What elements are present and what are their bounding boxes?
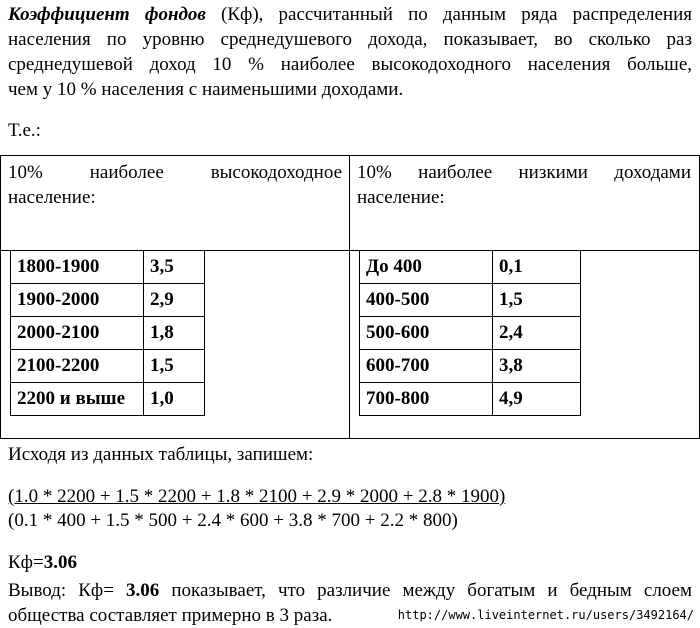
low-range-cell: 600-700 (360, 350, 493, 383)
intro-line-4: чем у 10 % населения с наименьшими доходами. (8, 79, 404, 100)
formula-numerator: (1.0 * 2200 + 1.5 * 2200 + 1.8 * 2100 + 2.9 * 2000 + 2.8 * 1900) (8, 486, 506, 507)
low-row (360, 317, 581, 350)
low-value-cell: 0,1 (493, 251, 581, 284)
low-range-cell: 700-800 (360, 383, 493, 416)
frame-top-border (0, 155, 700, 156)
high-row (11, 383, 205, 416)
watermark-url: http://www.liveinternet.ru/users/3492164/ (397, 608, 694, 622)
intro-line-3: среднедушевой доход 10 % наиболее высокодоходного населения больше, (8, 54, 692, 75)
high-value-cell: 1,8 (144, 317, 205, 350)
low-value-cell: 2,4 (493, 317, 581, 350)
from-table-text: Исходя из данных таблицы, запишем: (8, 444, 314, 465)
result-line: Кф=3.06 (8, 552, 77, 573)
term-koefficient-fondov: Коэффициент фондов (8, 4, 206, 25)
high-row (11, 350, 205, 383)
frame-center-divider (349, 155, 350, 439)
high-range-cell: 1900-2000 (11, 284, 144, 317)
low-value-cell: 3,8 (493, 350, 581, 383)
high-range-cell: 2100-2200 (11, 350, 144, 383)
high-range-cell: 1800-1900 (11, 251, 144, 284)
frame-left-border (0, 155, 1, 439)
low-row (360, 383, 581, 416)
low-row (360, 350, 581, 383)
formula-denominator: (0.1 * 400 + 1.5 * 500 + 2.4 * 600 + 3.8 * 700 + 2.2 * 800) (8, 510, 458, 531)
high-range-cell: 2200 и выше (11, 383, 144, 416)
high-row (11, 251, 205, 284)
conclusion-line-2: общества составляет примерно в 3 раза. (8, 605, 333, 626)
intro-line-2: населения по уровню среднедушевого дохода, показывает, во сколько раз (8, 29, 692, 50)
intro-line-1: Коэффициент фондов (Кф), рассчитанный по данным ряда распределения (8, 4, 692, 25)
low-row (360, 284, 581, 317)
high-value-cell: 3,5 (144, 251, 205, 284)
low-value-cell: 1,5 (493, 284, 581, 317)
low-income-header: 10% наиболее низкими доходами население: (357, 162, 691, 208)
high-row (11, 284, 205, 317)
te-label: Т.е.: (8, 120, 41, 141)
frame-bottom-border (0, 438, 700, 439)
intro-paragraph (8, 2, 692, 102)
low-value-cell: 4,9 (493, 383, 581, 416)
high-value-cell: 1,0 (144, 383, 205, 416)
high-value-cell: 2,9 (144, 284, 205, 317)
low-range-cell: 400-500 (360, 284, 493, 317)
high-row (11, 317, 205, 350)
low-row (360, 251, 581, 284)
high-income-table (10, 250, 205, 416)
high-value-cell: 1,5 (144, 350, 205, 383)
result-value: 3.06 (43, 552, 77, 573)
conclusion-line-1: Вывод: Кф= 3.06 показывает, что различие между богатым и бедным слоем (8, 580, 692, 601)
low-range-cell: 500-600 (360, 317, 493, 350)
high-income-header: 10% наиболее высокодоходное население: (8, 162, 342, 208)
low-range-cell: До 400 (360, 251, 493, 284)
high-range-cell: 2000-2100 (11, 317, 144, 350)
low-income-table (359, 250, 581, 416)
